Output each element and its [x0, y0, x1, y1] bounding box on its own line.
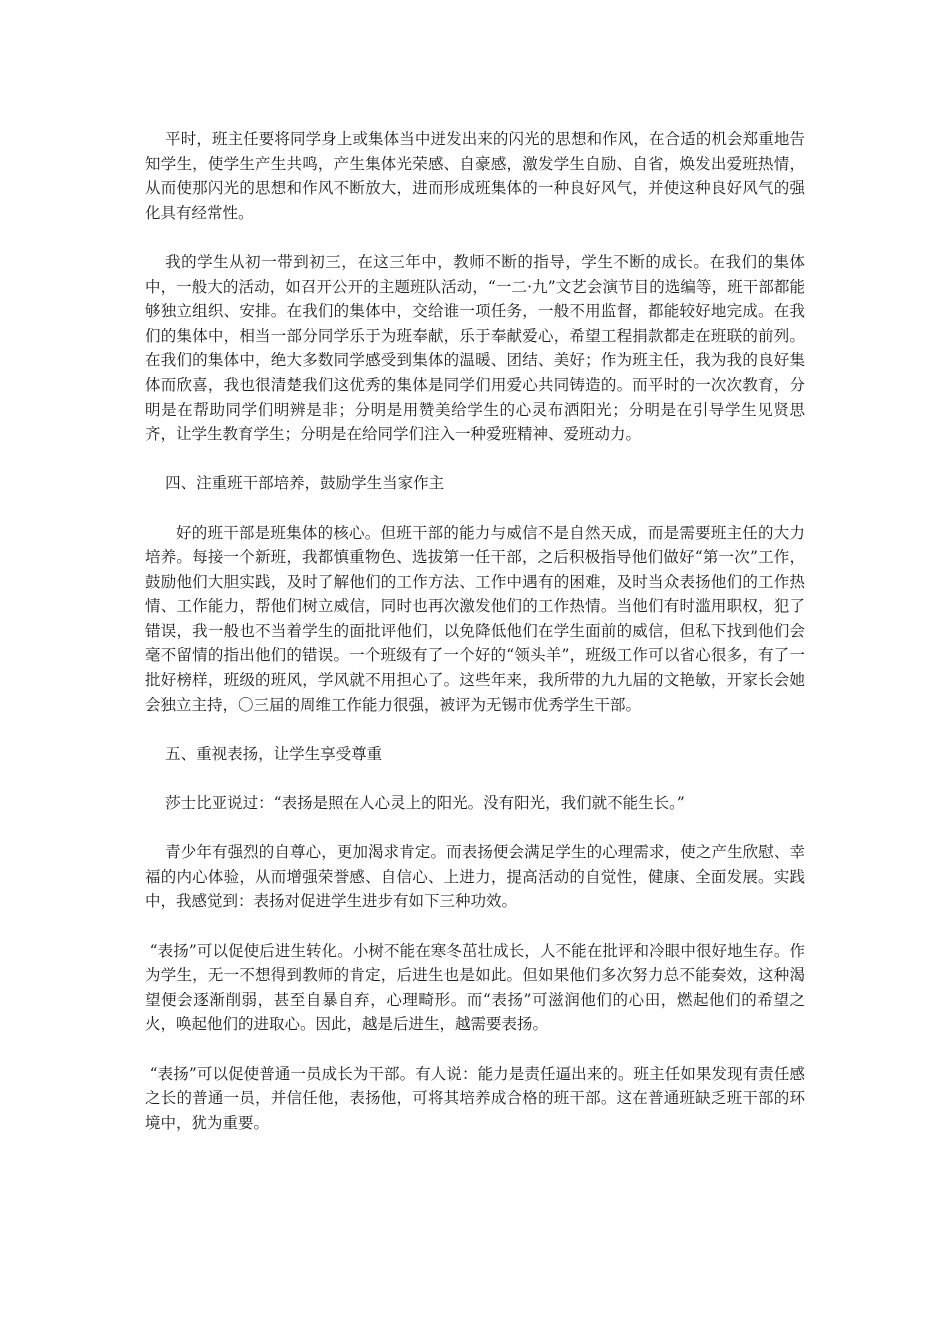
document-body — [145, 127, 805, 1160]
section-heading-5: 五、重视表扬，让学生享受尊重 — [165, 744, 383, 763]
paragraph-praise-underachievers: “表扬”可以促使后进生转化。小树不能在寒冬茁壮成长，人不能在批评和冷眼中很好地生存。作为学生，无一不想得到教师的肯定，后进生也是如此。但如果他们多次努力总不能奏效，这种渴望便会逐渐削弱，甚至自暴自弃，心理畸形。而“表扬”可滋润他们的心田，燃起他们的希望之火，唤起他们的进取心。因此，越是后进生，越需要表扬。 — [145, 941, 805, 1034]
paragraph-class-cadres: 好的班干部是班集体的核心。但班干部的能力与威信不是自然天成，而是需要班主任的大力培养。每接一个新班，我都慎重物色、选拔第一任干部，之后积极指导他们做好“第一次”工作，鼓励他们大胆实践，及时了解他们的工作方法、工作中遇有的困难，及时当众表扬他们的工作热情、工作能力，帮他们树立威信，同时也再次激发他们的工作热情。当他们有时滥用职权，犯了错误，我一般也不当着学生的面批评他们，以免降低他们在学生面前的威信，但私下找到他们会毫不留情的指出他们的错误。一个班级有了一个好的“领头羊”，班级工作可以省心很多，有了一批好榜样，班级的班风，学风就不用担心了。这些年来，我所带的九九届的文艳敏，开家长会她会独立主持，〇三届的周维工作能力很强，被评为无锡市优秀学生干部。 — [145, 523, 805, 714]
section-heading-4: 四、注重班干部培养，鼓励学生当家作主 — [165, 474, 445, 493]
paragraph-shakespeare-quote: 莎士比亚说过：“表扬是照在人心灵上的阳光。没有阳光，我们就不能生长。” — [165, 794, 685, 813]
paragraph-praise-ethos: 平时，班主任要将同学身上或集体当中迸发出来的闪光的思想和作风，在合适的机会郑重地告知学生，使学生产生共鸣，产生集体光荣感、自豪感，激发学生自励、自省，焕发出爱班热情，从而使那闪光的思想和作风不断放大，进而形成班集体的一种良好风气，并使这种良好风气的强化具有经常性。 — [145, 130, 805, 222]
paragraph-self-esteem: 青少年有强烈的自尊心，更加渴求肯定。而表扬便会满足学生的心理需求，使之产生欣慰、幸福的内心体验，从而增强荣誉感、自信心、上进力，提高活动的自觉性，健康、全面发展。实践中，我感觉到：表扬对促进学生进步有如下三种功效。 — [145, 843, 805, 911]
paragraph-praise-cadres: “表扬”可以促使普通一员成长为干部。有人说：能力是责任逼出来的。班主任如果发现有责任感之长的普通一员，并信任他，表扬他，可将其培养成合格的班干部。这在普通班缺乏班干部的环境中，犹为重要。 — [145, 1064, 805, 1132]
paragraph-class-growth: 我的学生从初一带到初三，在这三年中，教师不断的指导，学生不断的成长。在我们的集体中，一般大的活动，如召开公开的主题班队活动，“一二·九”文艺会演节目的选编等，班干部都能够独立组织、安排。在我们的集体中，交给谁一项任务，一般不用监督，都能较好地完成。在我们的集体中，相当一部分同学乐于为班奉献，乐于奉献爱心，希望工程捐款都走在班联的前列。在我们的集体中，绝大多数同学感受到集体的温暖、团结、美好；作为班主任，我为我的良好集体而欣喜，我也很清楚我们这优秀的集体是同学们用爱心共同铸造的。而平时的一次次教育，分明是在帮助同学们明辨是非；分明是用赞美给学生的心灵布洒阳光；分明是在引导学生见贤思齐，让学生教育学生；分明是在给同学们注入一种爱班精神、爱班动力。 — [145, 252, 805, 444]
